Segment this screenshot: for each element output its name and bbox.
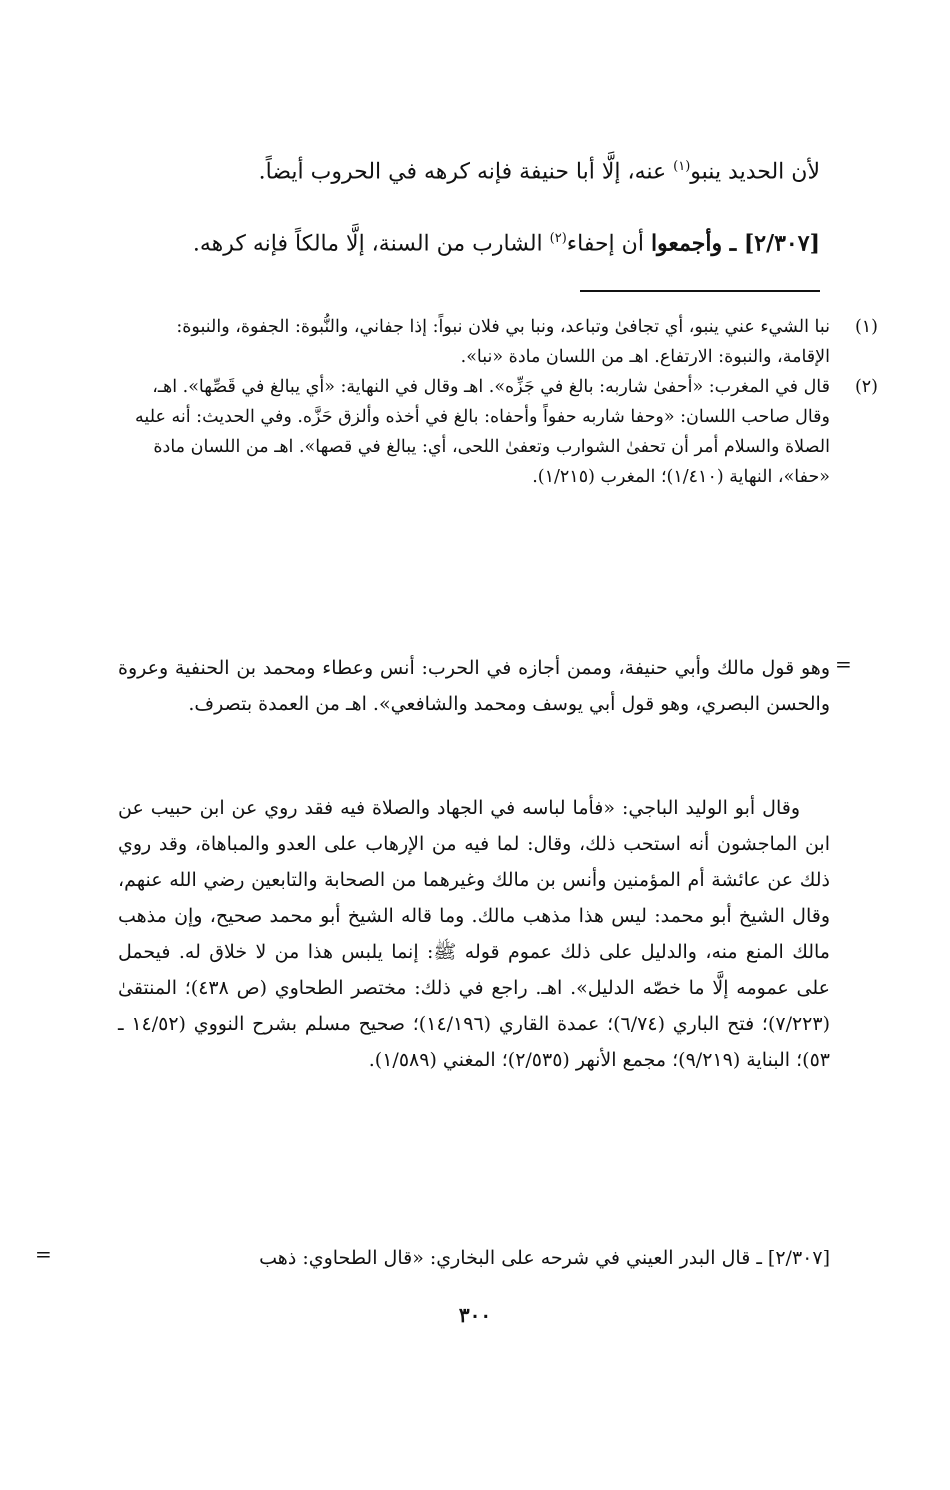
footnote-separator: [580, 290, 820, 292]
footnote-1: [118, 312, 878, 372]
continuation-marker: =: [835, 652, 852, 676]
main-text-segment: الشارب من السنة، إلَّا مالكاً فإنه كرهه.: [192, 231, 550, 257]
main-text-segment: عنه، إلَّا أبا حنيفة فإنه كرهه في الحروب أيضاً.: [258, 159, 674, 185]
main-text-line-1: [120, 150, 820, 189]
footnote-text: نبا الشيء عني ينبو، أي تجافىٰ وتباعد، ونبا بي فلان نبواً: إذا جفاني، والنُّبوة: الجفوة، والنبوة: الإقامة، والنبوة: الارتفاع. اهـ من اللسان مادة «نبا».: [176, 317, 830, 367]
commentary-paragraph-2: وقال أبو الوليد الباجي: «فأما لباسه في الجهاد والصلاة فيه فقد روي عن ابن حبيب عن ابن الماجشون أنه استحب ذلك، وقال: لما فيه من الإرهاب على العدو والمباهاة، وقد روي ذلك عن عائشة أم المؤمنين وأنس بن مالك وغيرهما من الصحابة والتابعين رضي الله عنهم، وقال الشيخ أبو محمد: ليس هذا مذهب مالك. وما قاله الشيخ أبو محمد صحيح، وإن مذهب مالك المنع منه، والدليل على ذلك عموم قوله ﷺ: إنما يلبس هذا من لا خلاق له. فيحمل على عمومه إلَّا ما خصّه الدليل». اهـ. راجع في ذلك: مختصر الطحاوي (ص ٤٣٨)؛ المنتقىٰ (٧/٢٢٣)؛ فتح الباري (٦/٧٤)؛ عمدة القاري (١٤/١٩٦)؛ صحيح مسلم بشرح النووي (١٤/٥٢ ـ ٥٣)؛ البناية (٩/٢١٩)؛ مجمع الأنهر (٢/٥٣٥)؛ المغني (١/٥٨٩).: [118, 797, 831, 1071]
commentary-paragraph-3: [٢/٣٠٧] ـ قال البدر العيني في شرحه على البخاري: «قال الطحاوي: ذهب: [259, 1247, 830, 1269]
issue-number: [٢/٣٠٧] ـ: [729, 230, 820, 257]
footnote-2: [118, 372, 878, 492]
footnote-number: (٢): [854, 377, 878, 397]
bold-keyword: وأجمعوا: [650, 230, 730, 257]
footnote-reference[interactable]: (١): [673, 159, 691, 174]
footnote-text: قال في المغرب: «أحفىٰ شاربه: بالغ في جَزِّه». اهـ وقال في النهاية: «أي يبالغ في قَصِّها». اهـ، وقال صاحب اللسان: «وحفا شاربه حفواً وأحفاه: بالغ في أخذه وألزق حَزَّه. وفي الحديث: أنه عليه الصلاة والسلام أمر أن تحفىٰ الشوارب وتعفىٰ اللحى، أي: يبالغ في قصها». اهـ من اللسان مادة «حفا»، النهاية (١/٤١٠)؛ المغرب (١/٢١٥).: [135, 377, 830, 487]
continuation-marker: =: [35, 1242, 52, 1266]
commentary-paragraph-1: وهو قول مالك وأبي حنيفة، وممن أجازه في الحرب: أنس وعطاء ومحمد بن الحنفية وعروة والحسن البصري، وهو قول أبي يوسف ومحمد والشافعي». اهـ من العمدة بتصرف.: [118, 657, 830, 715]
footnote-reference[interactable]: (٢): [549, 231, 567, 246]
main-text-line-2: [120, 222, 820, 261]
main-text-segment: لأن الحديد ينبو: [690, 159, 820, 185]
footnote-number: (١): [854, 317, 878, 337]
page-number: ٣٠٠: [458, 1303, 492, 1327]
main-text-segment: أن إحفاء: [566, 231, 651, 257]
